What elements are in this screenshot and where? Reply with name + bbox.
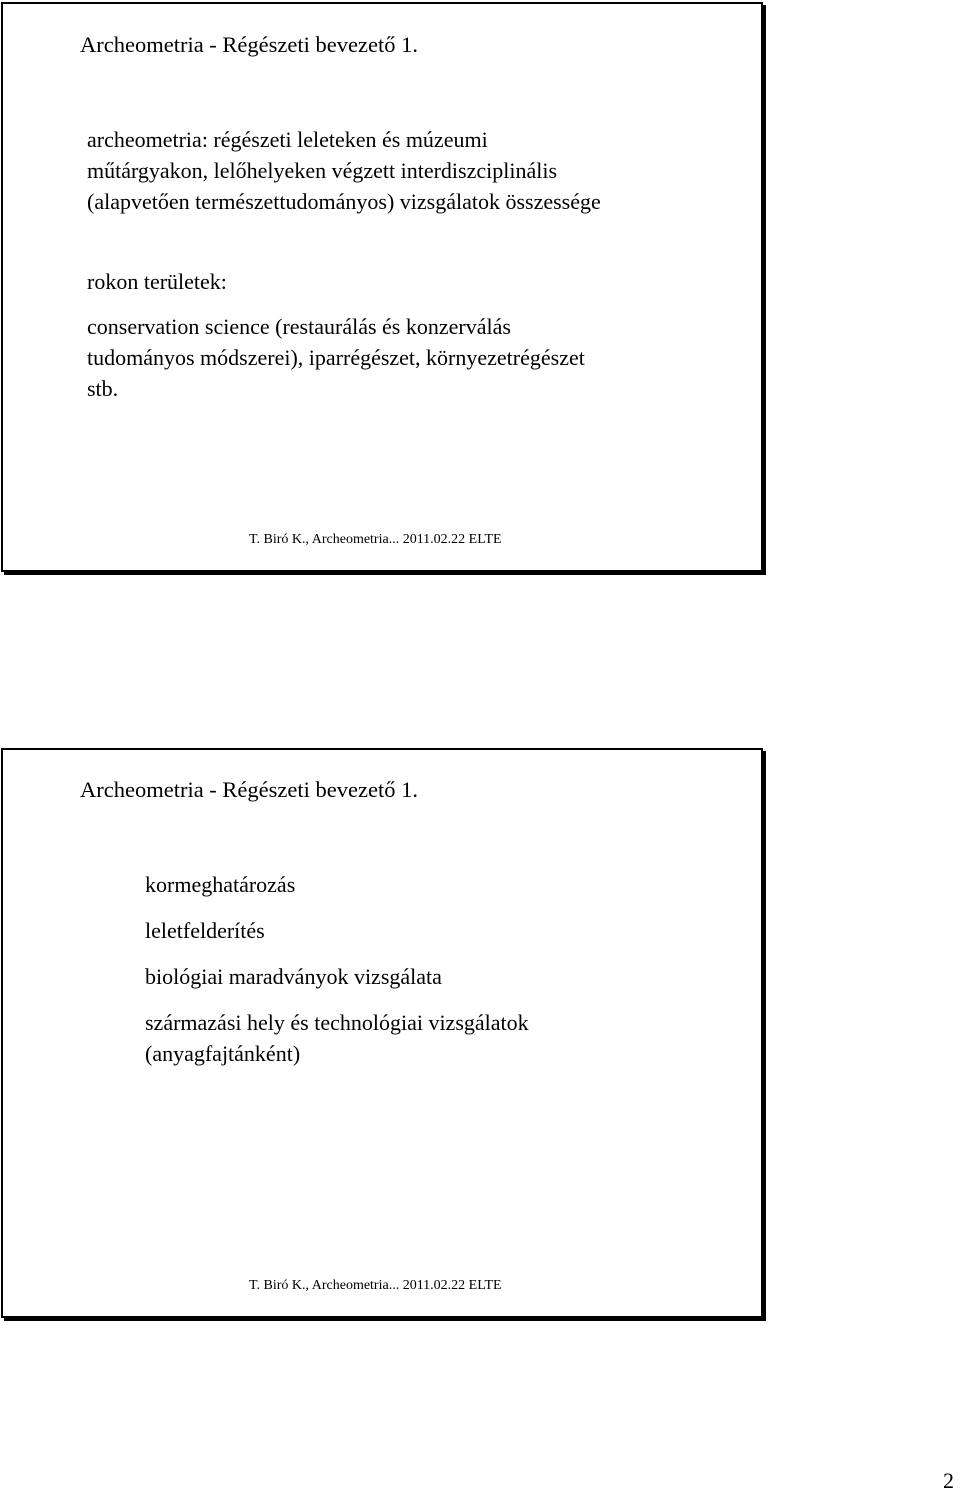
text-line: stb.: [87, 376, 119, 401]
page-number: 2: [943, 1468, 954, 1493]
text-line: rokon területek:: [87, 269, 227, 294]
list-item: [145, 961, 529, 992]
related-fields-paragraph: [87, 311, 585, 404]
slide-title: Archeometria - Régészeti bevezető 1.: [80, 32, 418, 57]
text-line: műtárgyakon, lelőhelyeken végzett interdiszciplinális: [87, 158, 558, 183]
text-line: leletfelderítés: [145, 918, 265, 943]
text-line: (anyagfajtánként): [145, 1041, 301, 1066]
text-line: kormeghatározás: [145, 872, 296, 897]
definition-paragraph: [87, 124, 601, 217]
text-line: archeometria: régészeti leleteken és múzeumi: [87, 127, 488, 152]
slide-2: [1, 748, 763, 1318]
text-line: conservation science (restaurálás és konzerválás: [87, 314, 511, 339]
slide-footer: T. Biró K., Archeometria... 2011.02.22 ELTE: [249, 1278, 502, 1293]
slide-1: [1, 2, 763, 572]
text-line: származási hely és technológiai vizsgálatok: [145, 1010, 529, 1035]
topic-list: [145, 869, 529, 1084]
slide-footer: T. Biró K., Archeometria... 2011.02.22 ELTE: [249, 532, 502, 547]
related-fields-heading: [87, 266, 227, 297]
list-item: [145, 1007, 529, 1069]
list-item: [145, 915, 529, 946]
text-line: tudományos módszerei), iparrégészet, környezetrégészet: [87, 345, 585, 370]
slide-title: Archeometria - Régészeti bevezető 1.: [80, 777, 418, 802]
text-line: biológiai maradványok vizsgálata: [145, 964, 442, 989]
text-line: (alapvetően természettudományos) vizsgálatok összessége: [87, 189, 601, 214]
list-item: [145, 869, 529, 900]
